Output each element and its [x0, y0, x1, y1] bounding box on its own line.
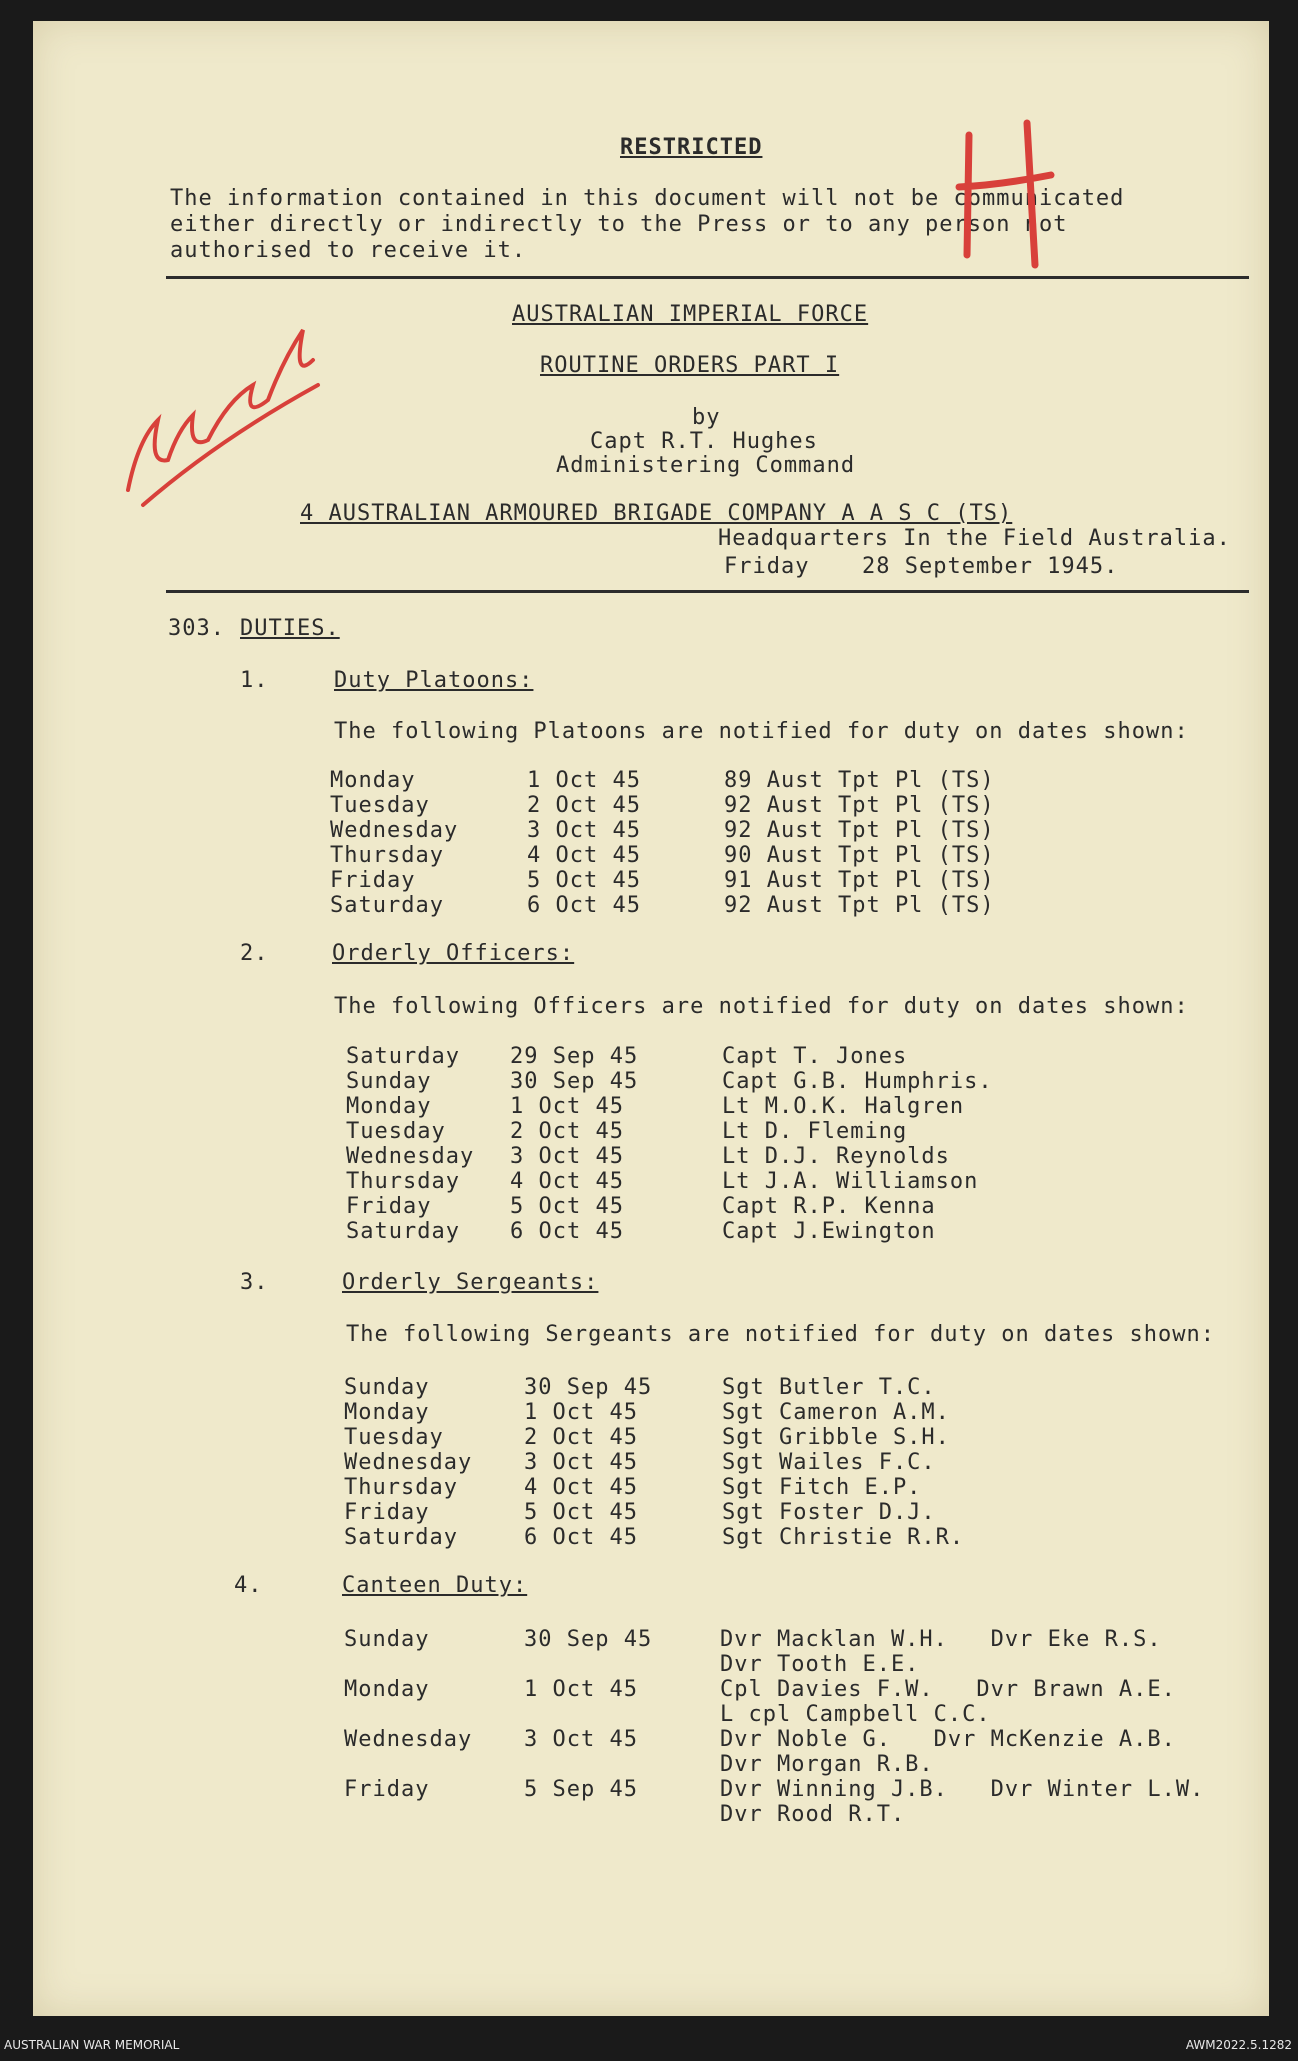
platoon-row-day: Monday: [330, 768, 416, 793]
sergeant-row-name: Sgt Fitch E.P.: [722, 1475, 922, 1500]
canteen-row-names-2: Dvr Tooth E.E.: [720, 1652, 920, 1677]
officer-row-name: Lt M.O.K. Halgren: [722, 1094, 965, 1119]
canteen-row-names-2: Dvr Rood R.T.: [720, 1802, 906, 1827]
officer-row-date: 5 Oct 45: [510, 1194, 624, 1219]
platoon-row-day: Wednesday: [330, 818, 459, 843]
sergeant-row-day: Saturday: [344, 1525, 458, 1550]
orders-title: ROUTINE ORDERS PART I: [540, 353, 840, 378]
item-number-4: 4.: [234, 1573, 263, 1598]
platoon-row-unit: 89 Aust Tpt Pl (TS): [724, 768, 995, 793]
sergeant-row-day: Tuesday: [344, 1425, 444, 1450]
platoon-row-date: 6 Oct 45: [527, 893, 641, 918]
restriction-notice-line-1: The information contained in this document will not be communicated: [170, 186, 1125, 211]
sergeant-row-day: Friday: [344, 1500, 430, 1525]
platoon-row-day: Tuesday: [330, 793, 430, 818]
footer-reference: AWM2022.5.1282: [1185, 2038, 1292, 2052]
sergeant-row-date: 5 Oct 45: [524, 1500, 638, 1525]
platoon-row-unit: 92 Aust Tpt Pl (TS): [724, 793, 995, 818]
date-day: Friday: [724, 554, 810, 579]
classification-heading: RESTRICTED: [620, 135, 763, 160]
officer-row-date: 2 Oct 45: [510, 1119, 624, 1144]
sergeant-row-name: Sgt Wailes F.C.: [722, 1450, 936, 1475]
duty-platoons-intro: The following Platoons are notified for duty on dates shown:: [334, 719, 1189, 744]
officer-row-name: Capt R.P. Kenna: [722, 1194, 936, 1219]
sergeant-row-name: Sgt Cameron A.M.: [722, 1400, 950, 1425]
sergeant-row-day: Thursday: [344, 1475, 458, 1500]
canteen-row-day: Sunday: [344, 1627, 430, 1652]
red-letter-h: [955, 115, 1055, 274]
officer-row-name: Lt J.A. Williamson: [722, 1169, 979, 1194]
canteen-row-date: 3 Oct 45: [524, 1727, 638, 1752]
unit-title: 4 AUSTRALIAN ARMOURED BRIGADE COMPANY A A S C (TS): [300, 501, 1013, 526]
red-war-diary-annotation: [118, 290, 328, 519]
canteen-row-day: Monday: [344, 1677, 430, 1702]
footer-credit: AUSTRALIAN WAR MEMORIAL: [4, 2038, 180, 2052]
officer-row-day: Friday: [346, 1194, 432, 1219]
by-label: by: [692, 405, 721, 430]
sergeant-row-day: Wednesday: [344, 1450, 473, 1475]
title-divider: [166, 590, 1249, 593]
force-title: AUSTRALIAN IMPERIAL FORCE: [512, 302, 869, 327]
canteen-row-names-1: Dvr Noble G. Dvr McKenzie A.B.: [720, 1727, 1176, 1752]
platoon-row-unit: 92 Aust Tpt Pl (TS): [724, 818, 995, 843]
officer-row-day: Monday: [346, 1094, 432, 1119]
duty-platoons-heading: Duty Platoons:: [334, 668, 534, 693]
section-number: 303.: [168, 616, 225, 641]
date-line: 28 September 1945.: [862, 554, 1119, 579]
canteen-row-names-1: Dvr Macklan W.H. Dvr Eke R.S.: [720, 1627, 1162, 1652]
officer-row-date: 3 Oct 45: [510, 1144, 624, 1169]
orderly-officers-intro: The following Officers are notified for duty on dates shown:: [334, 994, 1189, 1019]
sergeant-row-name: Sgt Butler T.C.: [722, 1375, 936, 1400]
platoon-row-unit: 90 Aust Tpt Pl (TS): [724, 843, 995, 868]
canteen-row-names-2: L cpl Campbell C.C.: [720, 1702, 991, 1727]
sergeant-row-date: 3 Oct 45: [524, 1450, 638, 1475]
officer-row-name: Capt J.Ewington: [722, 1219, 936, 1244]
platoon-row-date: 4 Oct 45: [527, 843, 641, 868]
canteen-row-day: Wednesday: [344, 1727, 473, 1752]
officer-row-day: Wednesday: [346, 1144, 475, 1169]
officer-row-date: 4 Oct 45: [510, 1169, 624, 1194]
item-number-2: 2.: [240, 941, 269, 966]
sergeant-row-name: Sgt Foster D.J.: [722, 1500, 936, 1525]
sergeant-row-name: Sgt Gribble S.H.: [722, 1425, 950, 1450]
sergeant-row-day: Monday: [344, 1400, 430, 1425]
platoon-row-unit: 91 Aust Tpt Pl (TS): [724, 868, 995, 893]
sergeant-row-date: 2 Oct 45: [524, 1425, 638, 1450]
orderly-sergeants-intro: The following Sergeants are notified for duty on dates shown:: [346, 1322, 1215, 1347]
officer-row-day: Saturday: [346, 1219, 460, 1244]
officer-row-date: 30 Sep 45: [510, 1069, 639, 1094]
canteen-duty-heading: Canteen Duty:: [342, 1573, 528, 1598]
sergeant-row-date: 4 Oct 45: [524, 1475, 638, 1500]
platoon-row-day: Thursday: [330, 843, 444, 868]
officer-row-name: Lt D. Fleming: [722, 1119, 908, 1144]
sergeant-row-date: 30 Sep 45: [524, 1375, 653, 1400]
sergeant-row-date: 1 Oct 45: [524, 1400, 638, 1425]
item-number-1: 1.: [240, 668, 269, 693]
officer-row-date: 6 Oct 45: [510, 1219, 624, 1244]
platoon-row-date: 3 Oct 45: [527, 818, 641, 843]
sergeant-row-date: 6 Oct 45: [524, 1525, 638, 1550]
platoon-row-date: 5 Oct 45: [527, 868, 641, 893]
canteen-row-day: Friday: [344, 1777, 430, 1802]
officer-row-day: Saturday: [346, 1044, 460, 1069]
orderly-officers-heading: Orderly Officers:: [332, 941, 575, 966]
officer-row-day: Tuesday: [346, 1119, 446, 1144]
officer-row-name: Capt T. Jones: [722, 1044, 908, 1069]
canteen-row-names-2: Dvr Morgan R.B.: [720, 1752, 934, 1777]
canteen-row-date: 5 Sep 45: [524, 1777, 638, 1802]
canteen-row-date: 30 Sep 45: [524, 1627, 653, 1652]
canteen-row-date: 1 Oct 45: [524, 1677, 638, 1702]
platoon-row-day: Saturday: [330, 893, 444, 918]
officer-row-day: Sunday: [346, 1069, 432, 1094]
orderly-sergeants-heading: Orderly Sergeants:: [342, 1270, 599, 1295]
platoon-row-date: 1 Oct 45: [527, 768, 641, 793]
officer-row-date: 1 Oct 45: [510, 1094, 624, 1119]
canteen-row-names-1: Cpl Davies F.W. Dvr Brawn A.E.: [720, 1677, 1176, 1702]
sergeant-row-name: Sgt Christie R.R.: [722, 1525, 965, 1550]
restriction-notice-line-3: authorised to receive it.: [170, 238, 527, 263]
officer-row-name: Lt D.J. Reynolds: [722, 1144, 950, 1169]
item-number-3: 3.: [240, 1270, 269, 1295]
platoon-row-day: Friday: [330, 868, 416, 893]
sergeant-row-day: Sunday: [344, 1375, 430, 1400]
officer-row-day: Thursday: [346, 1169, 460, 1194]
officer-row-name: Capt G.B. Humphris.: [722, 1069, 993, 1094]
platoon-row-unit: 92 Aust Tpt Pl (TS): [724, 893, 995, 918]
restriction-notice-line-2: either directly or indirectly to the Press or to any person not: [170, 212, 1068, 237]
location-line: Headquarters In the Field Australia.: [718, 526, 1231, 551]
issuing-officer: Capt R.T. Hughes: [590, 429, 818, 454]
section-title: DUTIES.: [240, 616, 340, 641]
platoon-row-date: 2 Oct 45: [527, 793, 641, 818]
header-divider: [166, 276, 1249, 279]
officer-row-date: 29 Sep 45: [510, 1044, 639, 1069]
canteen-row-names-1: Dvr Winning J.B. Dvr Winter L.W.: [720, 1777, 1205, 1802]
issuing-officer-role: Administering Command: [556, 453, 856, 478]
